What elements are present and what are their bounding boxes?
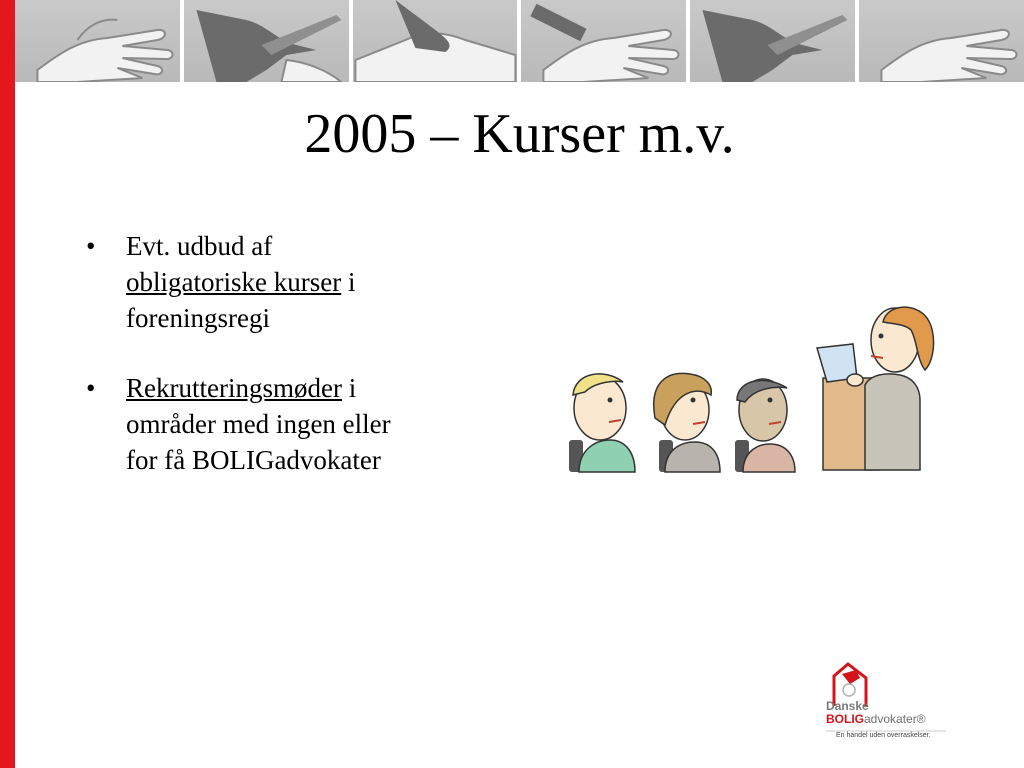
company-logo [820,662,950,744]
logo-tagline: En handel uden overraskelser. [836,732,931,739]
banner-tile-knife [690,0,855,82]
bullet-line: områder med ingen eller [126,409,391,439]
banner-tile-handshake [353,0,518,82]
banner-tile-hand [15,0,180,82]
open-hand-icon [15,0,180,82]
logo-bold-part: BOLIG [826,712,864,726]
presentation-illustration [565,300,955,480]
banner-tile-hand [521,0,686,82]
bullet-item [86,370,486,478]
hand-knife-icon [690,0,855,82]
banner-tile-hand [859,0,1024,82]
presenter-audience-icon [565,300,955,480]
bullet-line: for få BOLIGadvokater [126,445,381,475]
bullet-marker: • [86,373,96,403]
bullet-text [126,370,391,478]
open-hand-icon [859,0,1024,82]
logo-rest-part: advokater [864,712,917,726]
bullet-line: foreningsregi [126,303,270,333]
bullet-line: Evt. udbud af [126,231,273,261]
logo-word-boligadvokater [826,712,926,726]
bullet-marker: • [86,231,96,261]
bullet-line: i [341,373,357,403]
open-hand-icon [521,0,686,82]
bullet-list [86,228,486,512]
header-banner [15,0,1024,82]
logo-registered: ® [916,712,926,726]
banner-tile-knife [184,0,349,82]
handshake-icon [353,0,518,82]
bullet-item [86,228,486,336]
bullet-text [126,228,355,336]
left-red-bar [0,0,15,768]
logo-word-danske: Danske [826,699,869,713]
recruitment-link[interactable]: Rekrutteringsmøder [126,373,342,403]
hand-knife-icon [184,0,349,82]
bullet-line: i [341,267,356,297]
slide-title: 2005 – Kurser m.v. [304,103,735,165]
course-link[interactable]: obligatoriske kurser [126,267,342,297]
